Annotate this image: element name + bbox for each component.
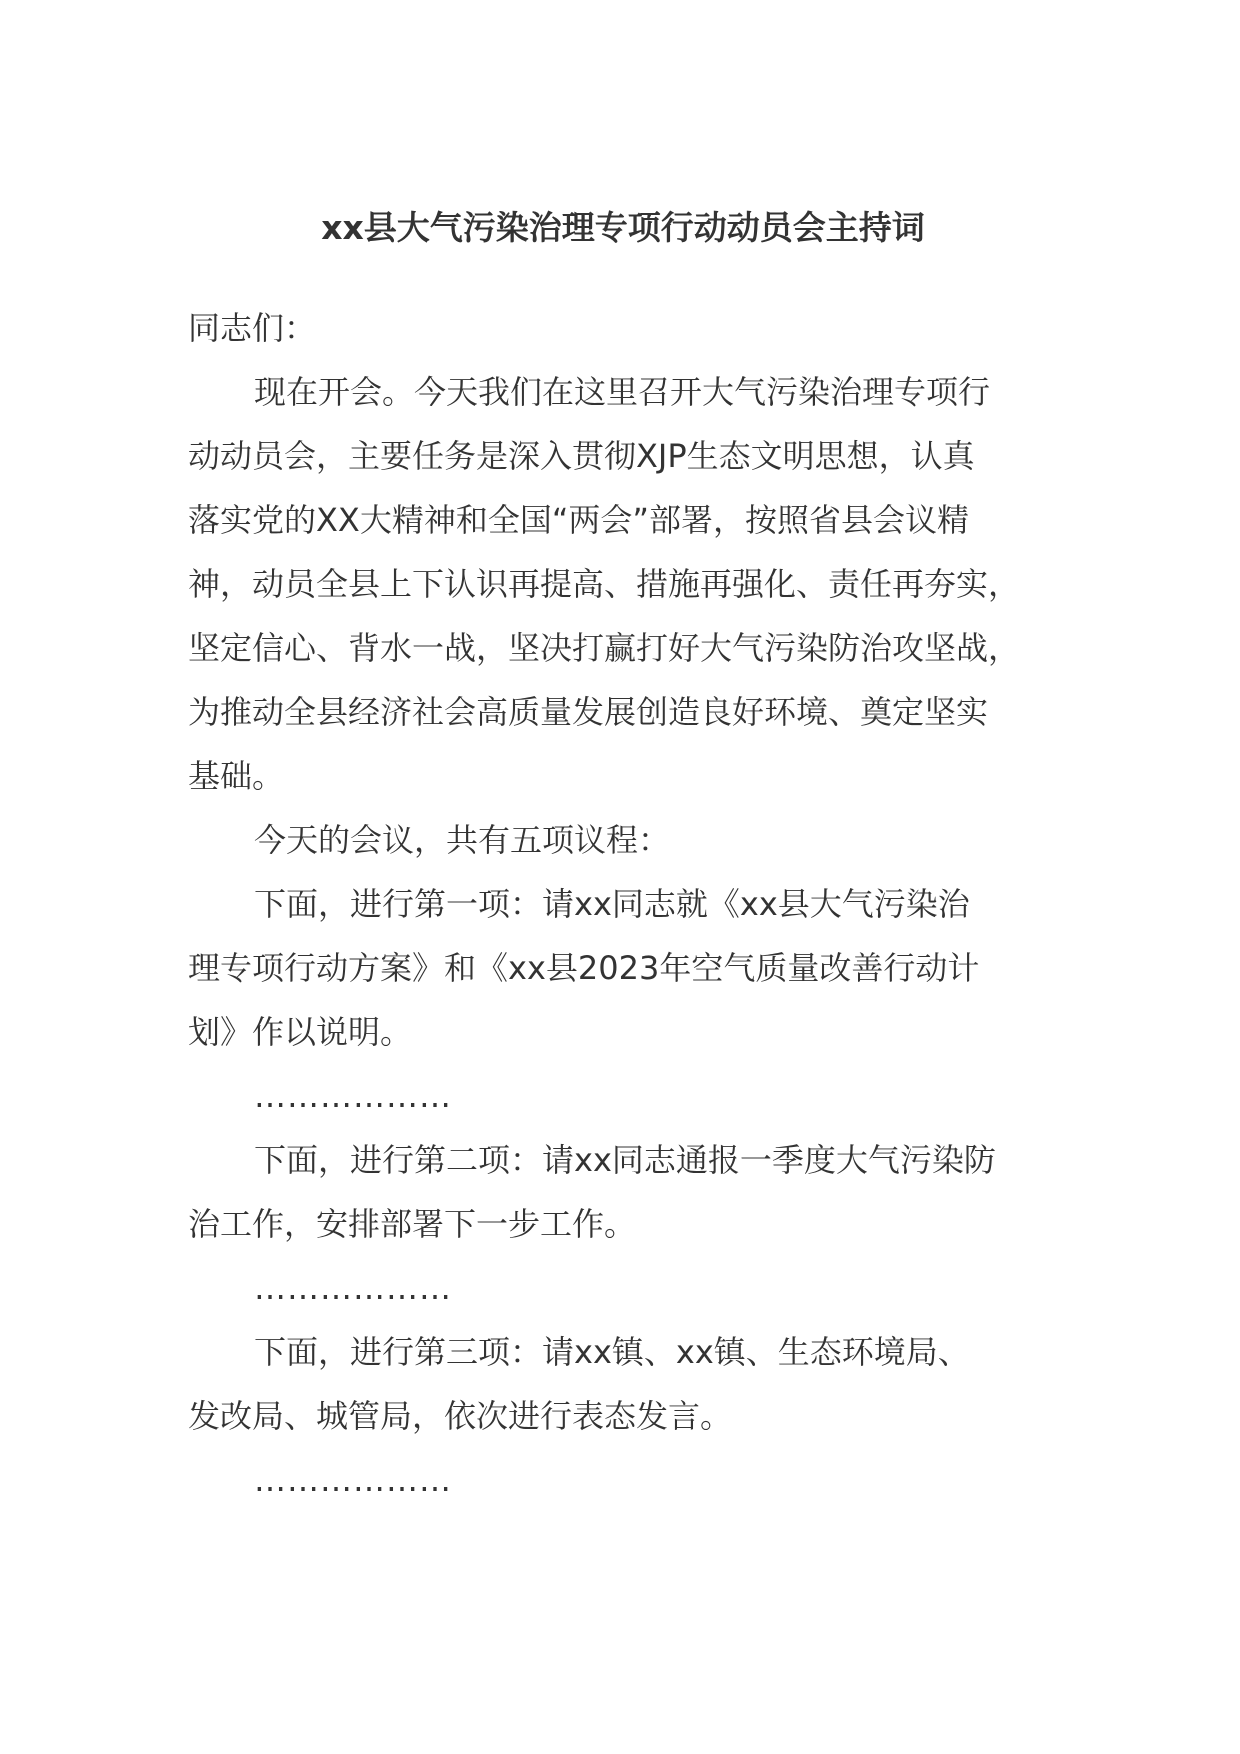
salutation: 同志们： bbox=[188, 309, 317, 347]
agenda-item-1-line: 划》作以说明。 bbox=[188, 1013, 413, 1051]
paragraph-line: 坚定信心、背水一战，坚决打赢打好大气污染防治攻坚战， bbox=[188, 629, 1021, 667]
document-title: xx县大气污染治理专项行动动员会主持词 bbox=[321, 208, 925, 247]
paragraph-line: 落实党的XX大精神和全国“两会”部署，按照省县会议精 bbox=[188, 501, 970, 539]
paragraph-line: 基础。 bbox=[188, 757, 285, 795]
paragraph-line: 神，动员全县上下认识再提高、措施再强化、责任再夯实， bbox=[188, 565, 1021, 603]
paragraph-line: 动动员会，主要任务是深入贯彻XJP生态文明思想，认真 bbox=[188, 437, 975, 475]
ellipsis-separator: ……………… bbox=[254, 1269, 452, 1307]
document-body bbox=[188, 296, 1068, 1512]
ellipsis-separator: ……………… bbox=[254, 1077, 452, 1115]
paragraph-line: 为推动全县经济社会高质量发展创造良好环境、奠定坚实 bbox=[188, 693, 989, 731]
agenda-item-3-line: 发改局、城管局，依次进行表态发言。 bbox=[188, 1397, 733, 1435]
agenda-item-1-line: 理专项行动方案》和《xx县2023年空气质量改善行动计 bbox=[188, 949, 980, 987]
ellipsis-separator: ……………… bbox=[254, 1461, 452, 1499]
agenda-item-2-line: 下面，进行第二项：请xx同志通报一季度大气污染防 bbox=[254, 1141, 996, 1179]
agenda-item-2-line: 治工作，安排部署下一步工作。 bbox=[188, 1205, 637, 1243]
agenda-intro: 今天的会议，共有五项议程： bbox=[254, 821, 671, 859]
agenda-item-3-line: 下面，进行第三项：请xx镇、xx镇、生态环境局、 bbox=[254, 1333, 970, 1371]
agenda-item-1-line: 下面，进行第一项：请xx同志就《xx县大气污染治 bbox=[254, 885, 970, 923]
paragraph-line: 现在开会。今天我们在这里召开大气污染治理专项行 bbox=[254, 373, 991, 411]
